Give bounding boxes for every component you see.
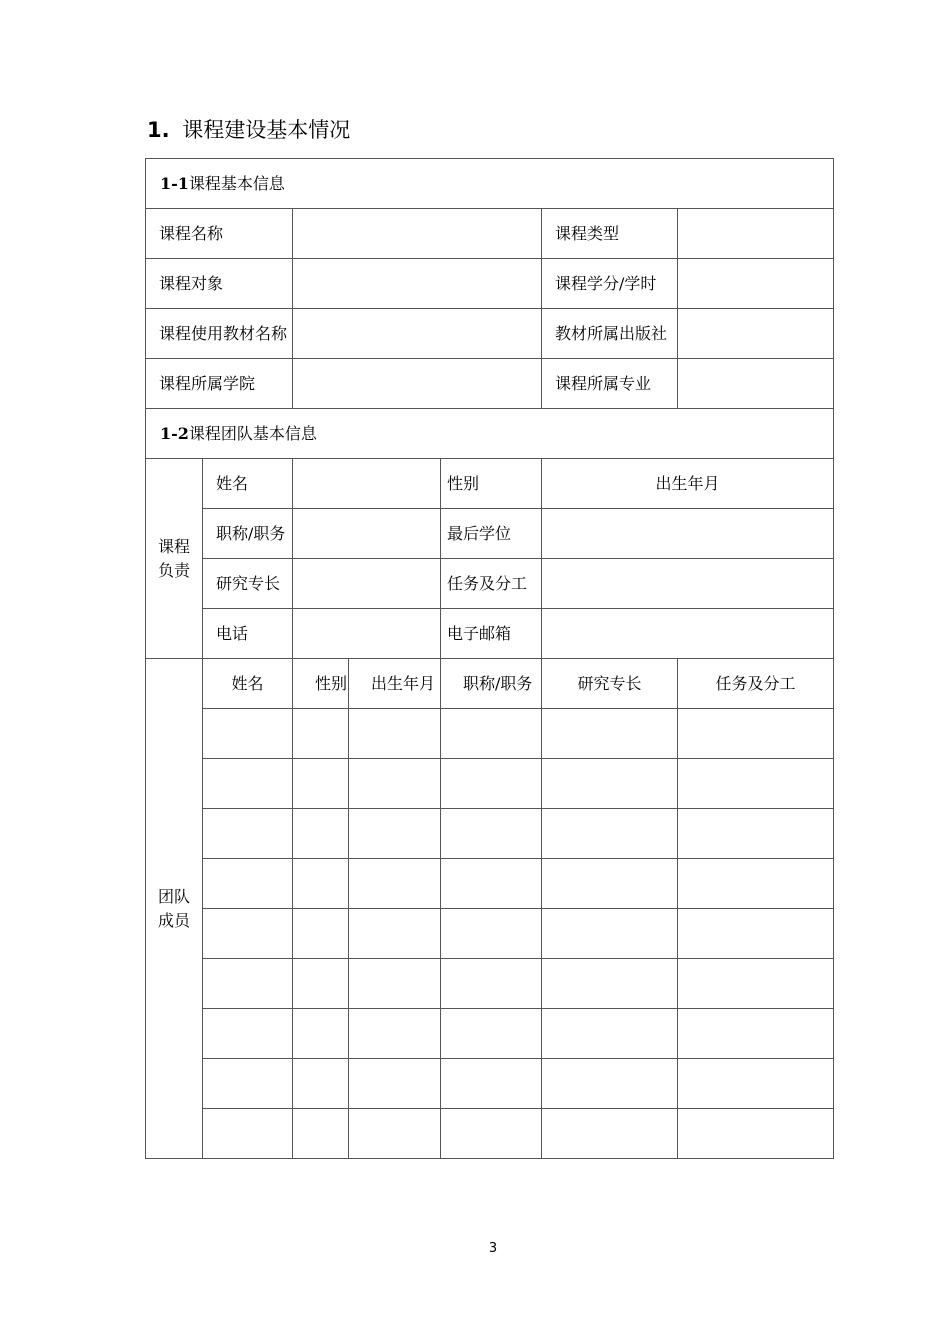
course-credit-field[interactable] xyxy=(678,259,834,309)
section-heading xyxy=(147,116,350,144)
member-cell[interactable] xyxy=(441,709,542,759)
members-col-birth: 出生年月 xyxy=(349,659,441,709)
member-cell[interactable] xyxy=(542,909,678,959)
member-row xyxy=(146,959,834,1009)
member-cell[interactable] xyxy=(542,759,678,809)
member-cell[interactable] xyxy=(203,909,293,959)
major-label: 课程所属专业 xyxy=(542,359,678,409)
member-cell[interactable] xyxy=(542,959,678,1009)
major-field[interactable] xyxy=(678,359,834,409)
heading-number: 1. xyxy=(147,118,170,142)
member-cell[interactable] xyxy=(678,859,834,909)
member-cell[interactable] xyxy=(293,709,349,759)
section2-number: 1-2 xyxy=(160,424,189,443)
members-group-label xyxy=(146,659,203,1159)
member-cell[interactable] xyxy=(203,809,293,859)
member-cell[interactable] xyxy=(441,759,542,809)
member-cell[interactable] xyxy=(542,809,678,859)
course-name-row xyxy=(146,209,834,259)
textbook-row xyxy=(146,309,834,359)
member-cell[interactable] xyxy=(678,959,834,1009)
member-cell[interactable] xyxy=(293,1109,349,1159)
member-cell[interactable] xyxy=(349,1059,441,1109)
member-cell[interactable] xyxy=(203,709,293,759)
leader-name-label: 姓名 xyxy=(203,459,293,509)
section1-header xyxy=(146,159,834,209)
member-cell[interactable] xyxy=(678,1059,834,1109)
publisher-field[interactable] xyxy=(678,309,834,359)
member-cell[interactable] xyxy=(542,1059,678,1109)
leader-expertise-field[interactable] xyxy=(293,559,441,609)
course-info-form xyxy=(145,158,834,1159)
leader-expertise-label: 研究专长 xyxy=(203,559,293,609)
leader-task-label: 任务及分工 xyxy=(441,559,542,609)
member-row xyxy=(146,709,834,759)
member-cell[interactable] xyxy=(293,759,349,809)
college-field[interactable] xyxy=(293,359,542,409)
member-cell[interactable] xyxy=(349,859,441,909)
member-cell[interactable] xyxy=(678,909,834,959)
course-credit-label: 课程学分/学时 xyxy=(542,259,678,309)
course-target-label: 课程对象 xyxy=(146,259,293,309)
member-cell[interactable] xyxy=(203,959,293,1009)
leader-phone-field[interactable] xyxy=(293,609,441,659)
course-target-row xyxy=(146,259,834,309)
member-row xyxy=(146,759,834,809)
course-target-field[interactable] xyxy=(293,259,542,309)
leader-row-2 xyxy=(146,509,834,559)
members-col-gender: 性别 xyxy=(293,659,349,709)
textbook-name-field[interactable] xyxy=(293,309,542,359)
member-cell[interactable] xyxy=(441,1059,542,1109)
section1-title: 课程基本信息 xyxy=(188,174,285,193)
leader-title-label: 职称/职务 xyxy=(203,509,293,559)
members-col-name: 姓名 xyxy=(203,659,293,709)
member-row xyxy=(146,909,834,959)
leader-group-text: 课程负责 xyxy=(157,536,190,580)
section1-header-row xyxy=(146,159,834,209)
member-cell[interactable] xyxy=(441,1009,542,1059)
leader-email-field[interactable] xyxy=(542,609,834,659)
member-cell[interactable] xyxy=(349,959,441,1009)
member-cell[interactable] xyxy=(349,909,441,959)
member-cell[interactable] xyxy=(349,759,441,809)
member-cell[interactable] xyxy=(203,759,293,809)
leader-row-4 xyxy=(146,609,834,659)
member-cell[interactable] xyxy=(678,759,834,809)
section2-title: 课程团队基本信息 xyxy=(188,424,317,443)
member-cell[interactable] xyxy=(542,1109,678,1159)
member-cell[interactable] xyxy=(441,859,542,909)
leader-birth-label: 出生年月 xyxy=(542,459,834,509)
member-cell[interactable] xyxy=(203,859,293,909)
page-number: 3 xyxy=(488,1241,498,1256)
member-cell[interactable] xyxy=(441,809,542,859)
member-cell[interactable] xyxy=(678,709,834,759)
member-cell[interactable] xyxy=(293,1059,349,1109)
section2-header-row xyxy=(146,409,834,459)
college-row xyxy=(146,359,834,409)
members-col-task: 任务及分工 xyxy=(678,659,834,709)
member-cell[interactable] xyxy=(203,1109,293,1159)
section1-number: 1-1 xyxy=(160,174,189,193)
publisher-label: 教材所属出版社 xyxy=(542,309,678,359)
member-cell[interactable] xyxy=(678,1109,834,1159)
leader-title-field[interactable] xyxy=(293,509,441,559)
member-cell[interactable] xyxy=(678,1009,834,1059)
member-row xyxy=(146,1109,834,1159)
leader-degree-field[interactable] xyxy=(542,509,834,559)
member-cell[interactable] xyxy=(441,909,542,959)
member-row xyxy=(146,1009,834,1059)
member-cell[interactable] xyxy=(542,859,678,909)
member-cell[interactable] xyxy=(293,809,349,859)
course-name-field[interactable] xyxy=(293,209,542,259)
member-cell[interactable] xyxy=(678,809,834,859)
member-row xyxy=(146,859,834,909)
leader-gender-label: 性别 xyxy=(441,459,542,509)
member-row xyxy=(146,809,834,859)
member-cell[interactable] xyxy=(293,859,349,909)
member-cell[interactable] xyxy=(349,1109,441,1159)
member-cell[interactable] xyxy=(293,959,349,1009)
members-header-row xyxy=(146,659,834,709)
textbook-name-label: 课程使用教材名称 xyxy=(146,309,293,359)
member-cell[interactable] xyxy=(349,709,441,759)
member-cell[interactable] xyxy=(542,1009,678,1059)
member-cell[interactable] xyxy=(293,1009,349,1059)
member-cell[interactable] xyxy=(203,1059,293,1109)
leader-email-label: 电子邮箱 xyxy=(441,609,542,659)
members-group-text: 团队成员 xyxy=(157,886,190,930)
member-cell[interactable] xyxy=(441,1109,542,1159)
member-cell[interactable] xyxy=(349,809,441,859)
leader-row-1 xyxy=(146,459,834,509)
heading-title: 课程建设基本情况 xyxy=(182,118,351,142)
leader-task-field[interactable] xyxy=(542,559,834,609)
leader-group-label xyxy=(146,459,203,659)
leader-degree-label: 最后学位 xyxy=(441,509,542,559)
member-cell[interactable] xyxy=(441,959,542,1009)
members-col-title: 职称/职务 xyxy=(441,659,542,709)
section2-header xyxy=(146,409,834,459)
member-row xyxy=(146,1059,834,1109)
college-label: 课程所属学院 xyxy=(146,359,293,409)
member-cell[interactable] xyxy=(349,1009,441,1059)
course-type-field[interactable] xyxy=(678,209,834,259)
members-col-expertise: 研究专长 xyxy=(542,659,678,709)
member-cell[interactable] xyxy=(293,909,349,959)
course-name-label: 课程名称 xyxy=(146,209,293,259)
member-cell[interactable] xyxy=(203,1009,293,1059)
member-cell[interactable] xyxy=(542,709,678,759)
leader-phone-label: 电话 xyxy=(203,609,293,659)
leader-row-3 xyxy=(146,559,834,609)
course-type-label: 课程类型 xyxy=(542,209,678,259)
leader-name-field[interactable] xyxy=(293,459,441,509)
